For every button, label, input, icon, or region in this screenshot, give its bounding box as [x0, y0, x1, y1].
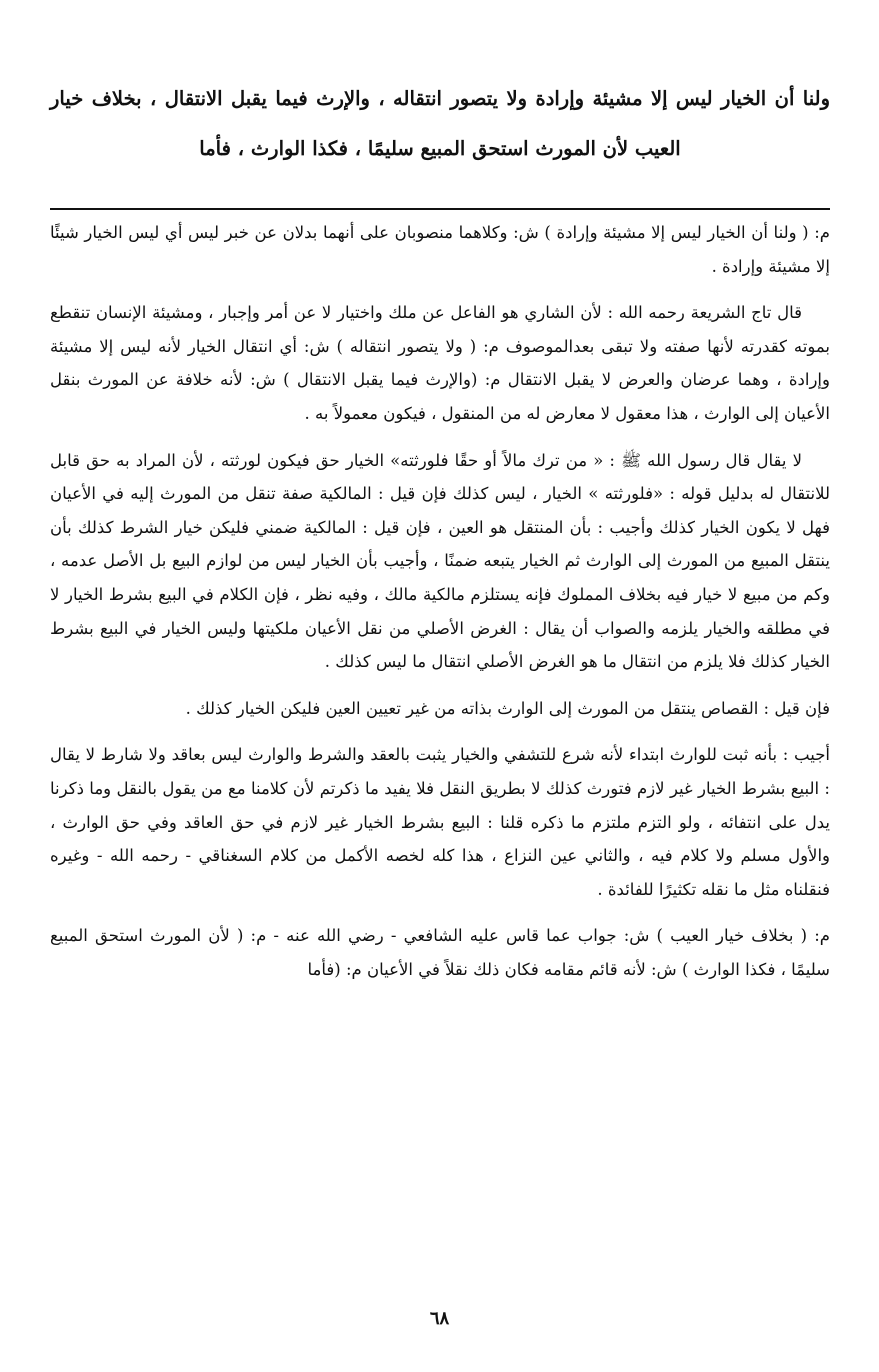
commentary-text: قال تاج الشريعة رحمه الله : لأن الشاري هو الفاعل عن ملك واختيار لا عن أمر وإجبار ، ومشيئة الإنسان تنقطع بموته كقدرته لأنها صفته ولا تبقى بعدالموصوف م: ( ولا يتصور انتقاله ) ش: أي انتقال الخيار لأنه ليس إلا مشيئة وإرادة ، وهما عرضان والعرض لا يقبل الانتقال م: (والإرث فيما يقبل الانتقال ) ش: لأنه خلافة عن المورث بنقل الأعيان إلى الوارث ، هذا معقول لا معارض له من المنقول ، فيكون معمولاً به .: [50, 303, 830, 423]
commentary-paragraph: [50, 296, 830, 430]
commentary-paragraph: [50, 919, 830, 986]
commentary-text: م: ( ولنا أن الخيار ليس إلا مشيئة وإرادة ) ش: وكلاهما منصوبان على أنهما بدلان عن خبر ليس أي ليس الخيار شيئًا إلا مشيئة وإرادة .: [50, 223, 830, 276]
commentary-text: فإن قيل : القصاص ينتقل من المورث إلى الوارث بذاته من غير تعيين العين فليكن الخيار كذلك .: [185, 698, 830, 718]
commentary-paragraph: [50, 692, 830, 726]
commentary-text: م: ( بخلاف خيار العيب ) ش: جواب عما قاس عليه الشافعي - رضي الله عنه - م: ( لأن المورث استحق المبيع سليمًا ، فكذا الوارث ) ش: لأنه قائم مقامه فكان ذلك نقلاً في الأعيان م: (فأما: [50, 926, 830, 979]
commentary-text: أجيب : بأنه ثبت للوارث ابتداء لأنه شرع للتشفي والخيار يثبت بالعقد والشرط والوارث ليس بعاقد ولا شارط لا يقال : البيع بشرط الخيار غير لازم فتورث كذلك لا بطريق النقل فلا يفيد ما ذكرتم لأن كلامنا مع من يقول بالنقل وما ذكرنا يدل على انتفائه ، ولو التزم ملتزم ما ذكره قلنا : البيع بشرط الخيار غير لازم في حق العاقد وفي حق الوارث ، والأول مسلم ولا كلام فيه ، والثاني عين النزاع ، هذا كله لخصه الأكمل من كلام السغناقي - رحمه الله - وغيره فنقلناه مثل ما نقله تكثيرًا للفائدة .: [50, 745, 831, 899]
commentary-paragraph: [50, 216, 830, 283]
separator-rule: [50, 208, 830, 210]
document-page: [50, 74, 830, 999]
page-number: ٦٨: [429, 1308, 450, 1329]
commentary-paragraph: [50, 444, 830, 679]
commentary-text: لا يقال قال رسول الله ﷺ : « من ترك مالاً أو حقًا فلورثته» الخيار حق فيكون لورثته ، لأن المراد به حق قابل للانتقال له بدليل قوله : «فلورثته » الخيار ، ليس كذلك فإن قيل : المالكية صفة تنقل من المورث إليه في الأعيان فهل لا يكون الخيار كذلك وأجيب : بأن المنتقل هو العين ، فإن قيل : المالكية ضمني فليكن خيار الشرط كذلك بأن ينتقل المبيع من المورث إلى الوارث ثم الخيار يتبعه ضمنًا ، وأجيب بأن الخيار ليس من لوازم البيع بل الأصل عدمه ، وكم من مبيع لا خيار فيه بخلاف المملوك فإنه يستلزم مالكية مالك ، وفيه نظر ، فإن الكلام في البيع بشرط الخيار لا في مطلقه والخيار يلزمه والصواب أن يقال : الغرض الأصلي من نقل الأعيان ملكيتها وليس الخيار في البيع بشرط الخيار كذلك فلا يلزم من انتقال ما هو الغرض الأصلي انتقال ما ليس كذلك .: [50, 450, 830, 672]
main-text: ولنا أن الخيار ليس إلا مشيئة وإرادة ولا يتصور انتقاله ، والإرث فيما يقبل الانتقال ، بخلاف خيار العيب لأن المورث استحق المبيع سليمًا ، فكذا الوارث ، فأما: [50, 87, 830, 160]
commentary: [50, 216, 830, 986]
commentary-paragraph: [50, 738, 830, 906]
